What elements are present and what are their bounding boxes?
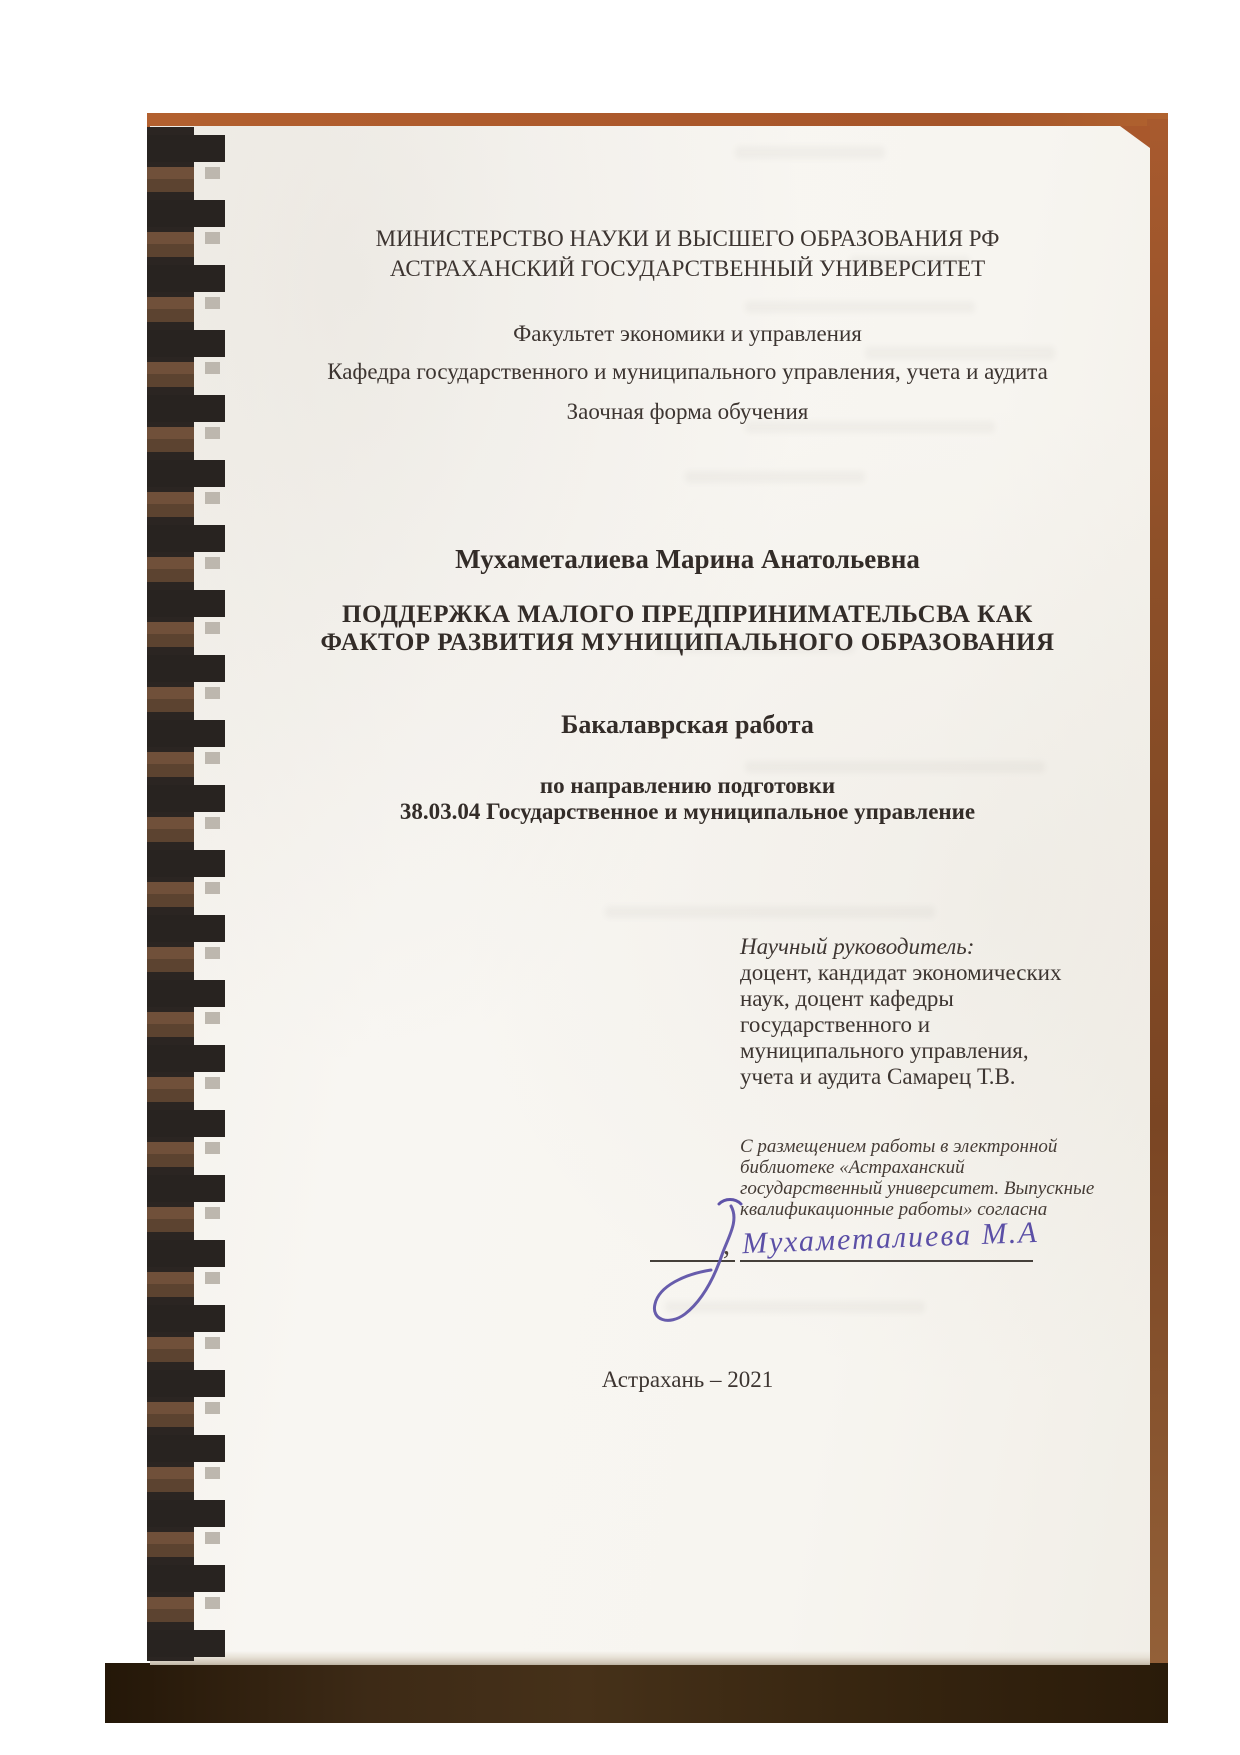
program-code: 38.03.04 Государственное и муниципальное управление xyxy=(399,799,976,824)
page-bleed-through xyxy=(745,301,975,313)
study-form-line: Заочная форма обучения xyxy=(566,399,809,424)
comb-binding-teeth xyxy=(147,127,225,1661)
supervisor-detail-line: учета и аудита Самарец Т.В. xyxy=(740,1064,1016,1089)
supervisor-block xyxy=(740,934,1140,1090)
page-stack-edge xyxy=(150,1651,1150,1665)
faculty-line: Факультет экономики и управления xyxy=(513,321,862,346)
supervisor-detail-line: доцент, кандидат экономических xyxy=(740,960,1062,985)
university-line: АСТРАХАНСКИЙ ГОСУДАРСТВЕННЫЙ УНИВЕРСИТЕТ xyxy=(389,256,986,281)
signature-separator: , xyxy=(723,1230,730,1261)
page-bleed-through xyxy=(735,146,885,159)
folder-cover-right-edge xyxy=(1147,119,1168,1663)
consent-line: библиотеке «Астраханский xyxy=(740,1157,965,1178)
consent-line: квалификационные работы» согласна xyxy=(740,1199,1048,1220)
supervisor-heading: Научный руководитель: xyxy=(740,934,975,959)
supervisor-detail-line: муниципального управления, xyxy=(740,1038,1029,1063)
document-photo xyxy=(105,113,1168,1723)
work-type: Бакалаврская работа xyxy=(561,710,814,739)
consent-line: С размещением работы в электронной xyxy=(740,1136,1058,1157)
handwritten-signature-name: Мухаметалиева М.А xyxy=(741,1215,1040,1261)
department-line: Кафедра государственного и муниципального управления, учета и аудита xyxy=(327,359,1048,384)
folded-corner xyxy=(1120,126,1150,148)
supervisor-detail-line: государственного и xyxy=(740,1012,931,1037)
city-year-line: Астрахань – 2021 xyxy=(601,1367,774,1392)
supervisor-detail-line: наук, доцент кафедры xyxy=(740,986,954,1011)
thesis-title-line1: ПОДДЕРЖКА МАЛОГО ПРЕДПРИНИМАТЕЛЬСВА КАК xyxy=(342,601,1033,628)
page-bleed-through xyxy=(685,471,865,483)
handwritten-signature-flourish xyxy=(645,1196,815,1336)
program-intro: по направлению подготовки xyxy=(539,773,836,798)
consent-line: государственный университет. Выпускные xyxy=(740,1178,1095,1199)
wooden-table-strip xyxy=(105,1663,1168,1723)
title-page-sheet xyxy=(150,126,1150,1665)
thesis-title-line2: ФАКТОР РАЗВИТИЯ МУНИЦИПАЛЬНОГО ОБРАЗОВАНИЯ xyxy=(320,629,1055,656)
author-name: Мухаметалиева Марина Анатольевна xyxy=(455,544,920,574)
page-bleed-through xyxy=(605,906,935,918)
ministry-line: МИНИСТЕРСТВО НАУКИ И ВЫСШЕГО ОБРАЗОВАНИЯ РФ xyxy=(375,226,1000,251)
comb-binding xyxy=(147,127,227,1661)
